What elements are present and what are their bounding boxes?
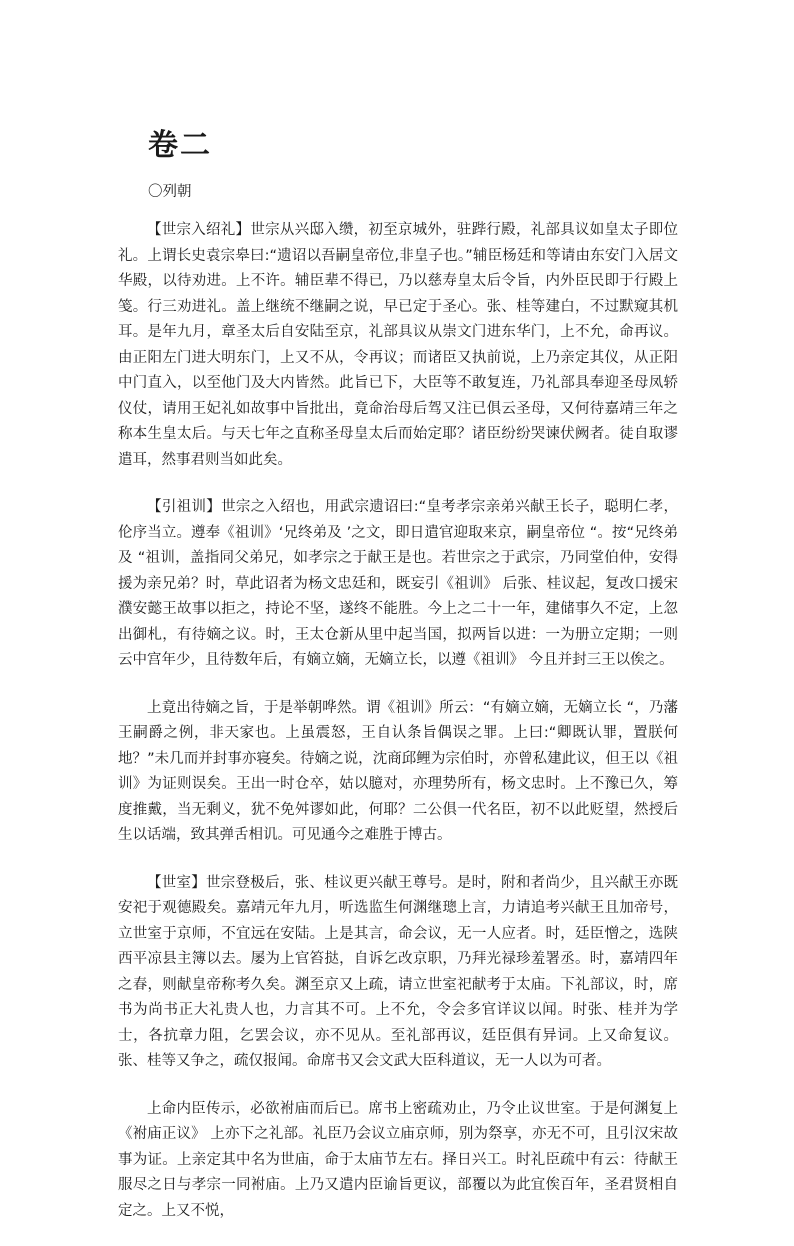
paragraph-shishi <box>118 871 678 1075</box>
paragraph-text: 世宗之入绍也，用武宗遗诏曰:“皇考孝宗亲弟兴献王长子，聪明仁孝，伦序当立。遵奉《祖训》‘兄终弟及 ’之文，即日遣官迎取来京，嗣皇帝位 “。按“兄终弟及 “祖训，盖指同父弟兄，如孝宗之于献王是也。若世宗之于武宗，乃同堂伯仲，安得援为亲兄弟？时，草此诏者为杨文忠廷和，既妄引《祖训》 后张、桂议起，复改口援宋濮安懿王故事以拒之，持论不坚，遂终不能胜。今上之二十一年，建储事久不定，上忽出御札，有待嫡之议。时，王太仓新从里中起当国，拟两旨以进：一为册立定期；一则云中宫年少，且待数年后，有嫡立嫡，无嫡立长，以遵《祖训》 今且并封三王以俟之。 <box>118 499 678 668</box>
paragraph-tag: 【世宗入绍礼】 <box>147 222 251 238</box>
paragraph-tag: 【世室】 <box>147 874 207 891</box>
paragraph-daidi <box>118 696 678 849</box>
section-label: 〇列朝 <box>148 184 192 200</box>
document-body <box>118 218 678 1246</box>
paragraph-text: 世宗登极后，张、桂议更兴献王尊号。是时，附和者尚少，且兴献王亦既安祀于观德殿矣。嘉靖元年九月，听选监生何渊继璁上言，力请追考兴献王且加帝号，立世室于京师，不宜远在安陆。上是其言，命会议，无一人应者。时，廷臣憎之，选陕西平凉县主簿以去。屡为上官笞挞，自诉乞改京职，乃拜光禄珍羞署丞。时，嘉靖四年之春，则献皇帝称考久矣。渊至京又上疏，请立世室祀献考于太庙。下礼部议，时，席书为尚书正大礼贵人也，力言其不可。上不允，令会多官详议以闻。时张、桂并为学士，各抗章力阻，乞罢会议，亦不见从。至礼部再议，廷臣俱有异词。上又命复议。张、桂等又争之，疏仅报闻。命席书又会文武大臣科道议，无一人以为可者。 <box>118 874 678 1069</box>
paragraph-fumiao <box>118 1097 678 1225</box>
paragraph-text: 上命内臣传示，必欲袝庙而后已。席书上密疏劝止，乃令止议世室。于是何渊复上《袝庙正议》 上亦下之礼部。礼臣乃会议立庙京师，别为祭享，亦无不可，且引汉宋故事为证。上亲定其中名为世庙，命于太庙节左右。择日兴工。时礼臣疏中有云：待献王服尽之日与孝宗一同袝庙。上乃又遣内臣谕旨更议，部覆以为此宜俟百年，圣君贤相自定之。上又不悦， <box>118 1100 678 1219</box>
paragraph-tag: 【引祖训】 <box>147 499 222 515</box>
paragraph-text: 上竟出待嫡之旨，于是举朝哗然。谓《祖训》所云：“有嫡立嫡，无嫡立长 “，乃藩王嗣爵之例，非天家也。上虽震怒，王自认条旨偶误之罪。上曰:“卿既认罪，置朕何地？”未几而并封事亦寝矣。待嫡之说，沈商邱鲤为宗伯时，亦曾私建此议，但王以《祖训》为证则误矣。王出一时仓卒，姑以臆对，亦理势所有，杨文忠时。上不豫已久，筹度推戴，当无剩义，犹不免舛谬如此，何耶？二公俱一代名臣，初不以此贬望，然授后生以话端，致其弹舌相讥。可见通今之难胜于博古。 <box>118 699 678 843</box>
paragraph-shizong-rushaoli <box>118 218 678 473</box>
paragraph-yin-zuxun <box>118 495 678 674</box>
paragraph-text: 世宗从兴邸入缵，初至京城外，驻跸行殿，礼部具议如皇太子即位礼。上谓长史袁宗皋曰:“遗诏以吾嗣皇帝位,非皇子也。”辅臣杨廷和等请由东安门入居文华殿，以待劝进。上不许。辅臣辈不得已，乃以慈寿皇太后令旨，内外臣民即于行殿上笺。行三劝进礼。盖上继统不继嗣之说，早已定于圣心。张、桂等建白，不过默窥其机耳。是年九月，章圣太后自安陆至京，礼部具议从崇文门进东华门，上不允，命再议。由正阳左门进大明东门，上又不从，令再议；而诸臣又执前说，上乃亲定其仪，从正阳中门直入，以至他门及大内皆然。此旨已下，大臣等不敢复连，乃礼部具奉迎圣母凤轿仪仗，请用王妃礼如故事中旨批出，竟命治母后驾又注已俱云圣母，又何待嘉靖三年之称本生皇太后。与天七年之直称圣母皇太后而始定耶？诸臣纷纷哭谏伏阙者。徒自取谬遣耳，然事君则当如此矣。 <box>118 222 679 468</box>
chapter-title: 卷二 <box>148 128 212 163</box>
